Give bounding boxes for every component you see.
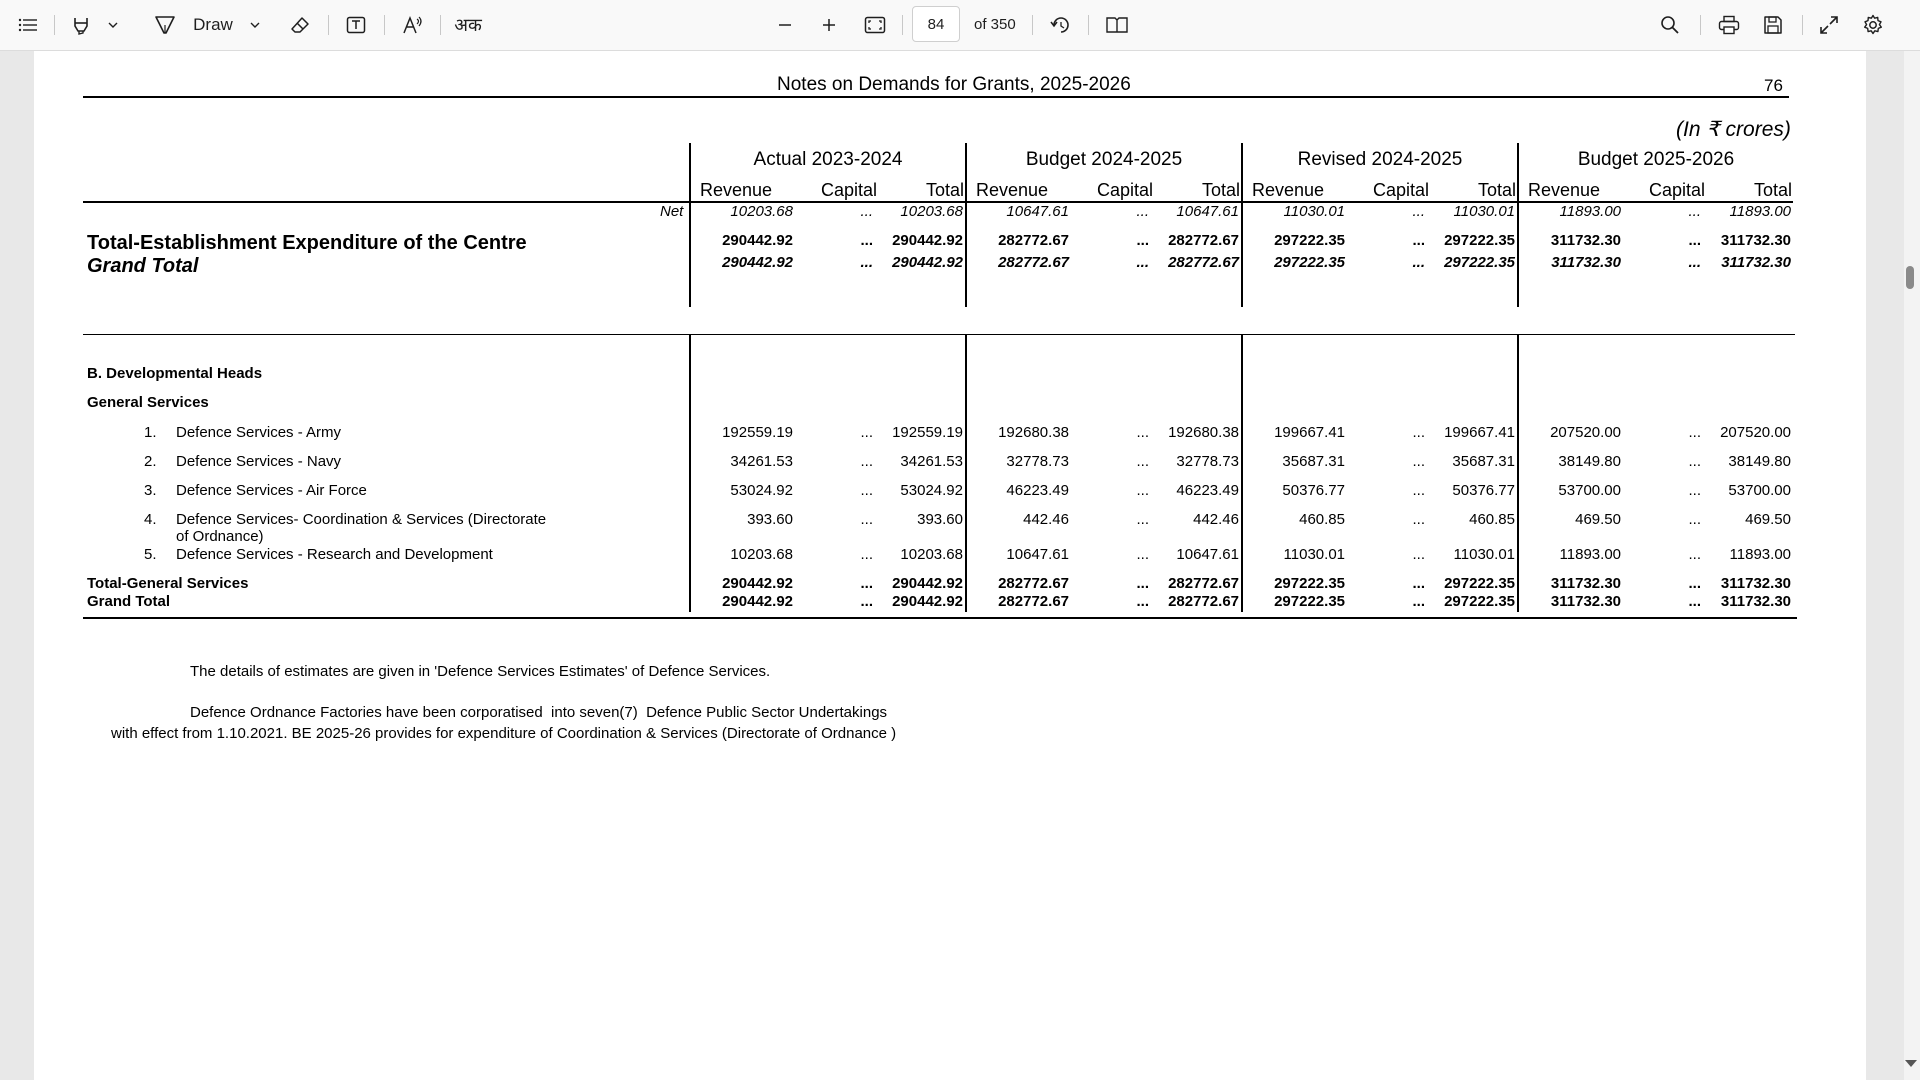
capital-cell: ... [1688,593,1701,610]
section-b-heading: B. Developmental Heads [87,365,263,382]
capital-cell: ... [860,482,873,499]
total-cell: 11893.00 [1729,203,1791,220]
total-cell: 53700.00 [1728,482,1791,499]
capital-cell: ... [1688,453,1701,470]
revenue-cell: 10647.61 [1006,546,1069,563]
revenue-cell: 11030.01 [1283,546,1345,563]
revenue-cell: 282772.67 [998,254,1069,271]
fullscreen-icon[interactable] [1814,0,1844,50]
revenue-cell: 11893.00 [1559,546,1621,563]
total-cell: 38149.80 [1728,453,1791,470]
total-cell: 393.60 [917,511,963,528]
item-label: Defence Services - Army [176,424,342,441]
total-cell: 10203.68 [900,546,963,563]
unit-note: (In ₹ crores) [1676,118,1791,141]
zoom-out-icon[interactable] [772,0,798,50]
revenue-cell: 297222.35 [1274,593,1345,610]
revenue-cell: 11893.00 [1559,203,1621,220]
revenue-cell: 282772.67 [998,593,1069,610]
contents-list-icon[interactable] [14,0,42,50]
capital-cell: ... [1412,482,1425,499]
total-cell: 311732.30 [1720,575,1791,592]
subcolumn-header: Capital [820,180,878,200]
total-cell: 192680.38 [1168,424,1239,441]
total-cell: 290442.92 [892,232,963,249]
period-header: Actual 2023-2024 [753,149,903,170]
total-cell: 297222.35 [1444,575,1515,592]
total-cell: 282772.67 [1168,593,1239,610]
capital-cell: ... [860,593,873,610]
item-number: 5. [144,546,157,563]
pdf-toolbar [0,0,1920,51]
capital-cell: ... [1412,511,1425,528]
column-rule [1517,334,1519,612]
revenue-cell: 50376.77 [1282,482,1345,499]
capital-cell: ... [1136,232,1149,249]
revenue-cell: 311732.30 [1550,575,1621,592]
capital-cell: ... [1136,593,1149,610]
item-number: 3. [144,482,157,499]
capital-cell: ... [1688,203,1701,220]
zoom-in-icon[interactable] [816,0,842,50]
search-icon[interactable] [1656,0,1684,50]
column-rule [1241,334,1243,612]
toolbar-separator [328,15,329,35]
revenue-cell: 290442.92 [722,575,793,592]
column-rule [689,334,691,612]
toolbar-separator [440,15,441,35]
total-general-services-label: Total-General Services [87,575,249,592]
scrollbar-thumb[interactable] [1906,266,1914,289]
revenue-cell: 282772.67 [998,232,1069,249]
revenue-cell: 34261.53 [730,453,793,470]
revenue-cell: 199667.41 [1274,424,1345,441]
draw-pen-icon[interactable] [150,0,180,50]
total-cell: 290442.92 [892,593,963,610]
subcolumn-header: Total [925,180,964,200]
footnote-ordnance-line2: with effect from 1.10.2021. BE 2025-26 provides for expenditure of Coordination & Services (Directorate of Ordnance ) [111,725,897,742]
capital-cell: ... [860,203,873,220]
capital-cell: ... [1688,546,1701,563]
column-rule [1517,143,1519,307]
period-header: Budget 2025-2026 [1577,149,1735,170]
total-cell: 282772.67 [1168,232,1239,249]
revenue-cell: 207520.00 [1550,424,1621,441]
section-rule [83,334,1795,335]
capital-cell: ... [860,575,873,592]
capital-cell: ... [1136,511,1149,528]
total-cell: 10647.61 [1176,546,1239,563]
total-cell: 460.85 [1469,511,1515,528]
total-cell: 469.50 [1745,511,1791,528]
revenue-cell: 11030.01 [1283,203,1345,220]
revenue-cell: 393.60 [747,511,793,528]
total-cell: 297222.35 [1444,593,1515,610]
eraser-icon[interactable] [286,0,314,50]
capital-cell: ... [1136,254,1149,271]
subcolumn-header: Capital [1372,180,1430,200]
revenue-cell: 32778.73 [1006,453,1069,470]
revenue-cell: 297222.35 [1274,575,1345,592]
total-cell: 11893.00 [1729,546,1791,563]
item-number: 1. [144,424,157,441]
page-header-title: Notes on Demands for Grants, 2025-2026 [777,74,1131,95]
total-cell: 10647.61 [1176,203,1239,220]
revenue-cell: 290442.92 [722,254,793,271]
revenue-cell: 290442.92 [722,232,793,249]
capital-cell: ... [1412,575,1425,592]
subcolumn-header: Revenue [976,180,1049,200]
capital-cell: ... [860,254,873,271]
header-rule [83,96,1789,98]
fit-page-icon[interactable] [860,0,890,50]
capital-cell: ... [1412,546,1425,563]
revenue-cell: 10647.61 [1006,203,1069,220]
subcolumn-header: Capital [1096,180,1154,200]
revenue-cell: 469.50 [1575,511,1621,528]
toolbar-separator [902,15,903,35]
capital-cell: ... [1136,424,1149,441]
read-aloud-icon[interactable] [398,0,428,50]
subcolumn-header: Revenue [1252,180,1325,200]
general-services-heading: General Services [87,394,209,411]
revenue-cell: 311732.30 [1551,254,1621,271]
highlight-icon[interactable] [68,0,94,50]
capital-cell: ... [860,511,873,528]
net-label: Net [660,203,684,220]
revenue-cell: 311732.30 [1550,593,1621,610]
page-view-icon[interactable] [1102,0,1132,50]
capital-cell: ... [860,546,873,563]
toolbar-separator [1700,15,1701,35]
revenue-cell: 35687.31 [1282,453,1345,470]
total-cell: 311732.30 [1720,593,1791,610]
subcolumn-header: Total [1201,180,1240,200]
total-cell: 46223.49 [1176,482,1239,499]
total-cell: 11030.01 [1453,546,1515,563]
total-cell: 311732.30 [1720,232,1791,249]
toolbar-separator [54,15,55,35]
page-number-label: 76 [1764,76,1783,95]
footnote-estimates: The details of estimates are given in 'Defence Services Estimates' of Defence Services. [190,663,771,680]
revenue-cell: 10203.68 [730,203,793,220]
total-cell: 290442.92 [892,254,963,271]
capital-cell: ... [1688,254,1701,271]
revenue-cell: 290442.92 [722,593,793,610]
item-label: Defence Services - Research and Development [176,546,493,563]
revenue-cell: 460.85 [1299,511,1345,528]
capital-cell: ... [1136,203,1149,220]
total-cell: 10203.68 [900,203,963,220]
table-bottom-rule [83,617,1797,619]
subcolumn-header: Capital [1648,180,1706,200]
print-icon[interactable] [1714,0,1744,50]
vertical-scrollbar[interactable] [1904,51,1920,1080]
item-label: Defence Services- Coordination & Services (Directorate [176,511,547,528]
column-rule [689,143,691,307]
subcolumn-header: Revenue [700,180,773,200]
column-rule [1241,143,1243,307]
revenue-cell: 192680.38 [998,424,1069,441]
capital-cell: ... [1688,511,1701,528]
footnote-ordnance-line1: Defence Ordnance Factories have been corporatised into seven(7) Defence Public Sector Undertakings [190,704,888,721]
capital-cell: ... [1688,575,1701,592]
rotate-icon[interactable] [1046,0,1076,50]
total-cell: 11030.01 [1453,203,1515,220]
total-cell: 34261.53 [900,453,963,470]
revenue-cell: 192559.19 [722,424,793,441]
capital-cell: ... [1136,575,1149,592]
item-number: 4. [144,511,157,528]
revenue-cell: 297222.35 [1274,254,1345,271]
subcolumn-header: Total [1477,180,1516,200]
total-cell: 199667.41 [1444,424,1515,441]
grand-total-label: Grand Total [87,593,171,610]
total-cell: 192559.19 [892,424,963,441]
capital-cell: ... [1412,453,1425,470]
capital-cell: ... [1412,203,1425,220]
period-header: Revised 2024-2025 [1297,149,1463,170]
total-cell: 53024.92 [900,482,963,499]
page-number-input[interactable]: 84 [912,6,960,42]
revenue-cell: 311732.30 [1550,232,1621,249]
capital-cell: ... [1412,232,1425,249]
capital-cell: ... [1688,482,1701,499]
capital-cell: ... [1412,424,1425,441]
item-number: 2. [144,453,157,470]
capital-cell: ... [1412,593,1425,610]
revenue-cell: 46223.49 [1006,482,1069,499]
item-label-continued: of Ordnance) [176,528,264,545]
scroll-down-arrow-icon[interactable] [1905,1060,1917,1067]
text-box-icon[interactable] [342,0,370,50]
period-header: Budget 2024-2025 [1025,149,1183,170]
total-cell: 32778.73 [1176,453,1239,470]
capital-cell: ... [1688,424,1701,441]
toolbar-separator [1032,15,1033,35]
capital-cell: ... [860,453,873,470]
capital-cell: ... [860,424,873,441]
establishment-grand-total-label: Grand Total [87,255,199,277]
total-cell: 297222.35 [1444,254,1515,271]
revenue-cell: 53700.00 [1558,482,1621,499]
subcolumn-header: Total [1753,180,1792,200]
total-cell: 50376.77 [1452,482,1515,499]
highlight-options-chevron-icon[interactable] [104,0,122,50]
toolbar-separator [1802,15,1803,35]
total-pages-label: of 350 [974,16,1016,33]
capital-cell: ... [1136,482,1149,499]
revenue-cell: 53024.92 [730,482,793,499]
draw-options-chevron-icon[interactable] [246,0,264,50]
revenue-cell: 38149.80 [1558,453,1621,470]
save-icon[interactable] [1758,0,1788,50]
column-rule [965,334,967,612]
draw-button[interactable]: Draw [193,15,233,34]
capital-cell: ... [1136,453,1149,470]
revenue-cell: 297222.35 [1274,232,1345,249]
total-cell: 207520.00 [1720,424,1791,441]
toolbar-separator [1088,15,1089,35]
total-cell: 290442.92 [892,575,963,592]
total-cell: 282772.67 [1168,575,1239,592]
capital-cell: ... [1412,254,1425,271]
column-rule [965,143,967,307]
toolbar-separator [384,15,385,35]
capital-cell: ... [860,232,873,249]
total-cell: 442.46 [1193,511,1239,528]
establishment-total-label: Total-Establishment Expenditure of the Centre [87,232,527,254]
item-label: Defence Services - Navy [176,453,342,470]
translate-icon[interactable]: अक [454,15,482,35]
subcolumn-header: Revenue [1528,180,1601,200]
total-cell: 35687.31 [1452,453,1515,470]
total-cell: 297222.35 [1444,232,1515,249]
total-cell: 311732.30 [1721,254,1791,271]
capital-cell: ... [1688,232,1701,249]
settings-gear-icon[interactable] [1858,0,1888,50]
revenue-cell: 10203.68 [730,546,793,563]
revenue-cell: 282772.67 [998,575,1069,592]
item-label: Defence Services - Air Force [176,482,367,499]
revenue-cell: 442.46 [1023,511,1069,528]
capital-cell: ... [1136,546,1149,563]
total-cell: 282772.67 [1168,254,1239,271]
